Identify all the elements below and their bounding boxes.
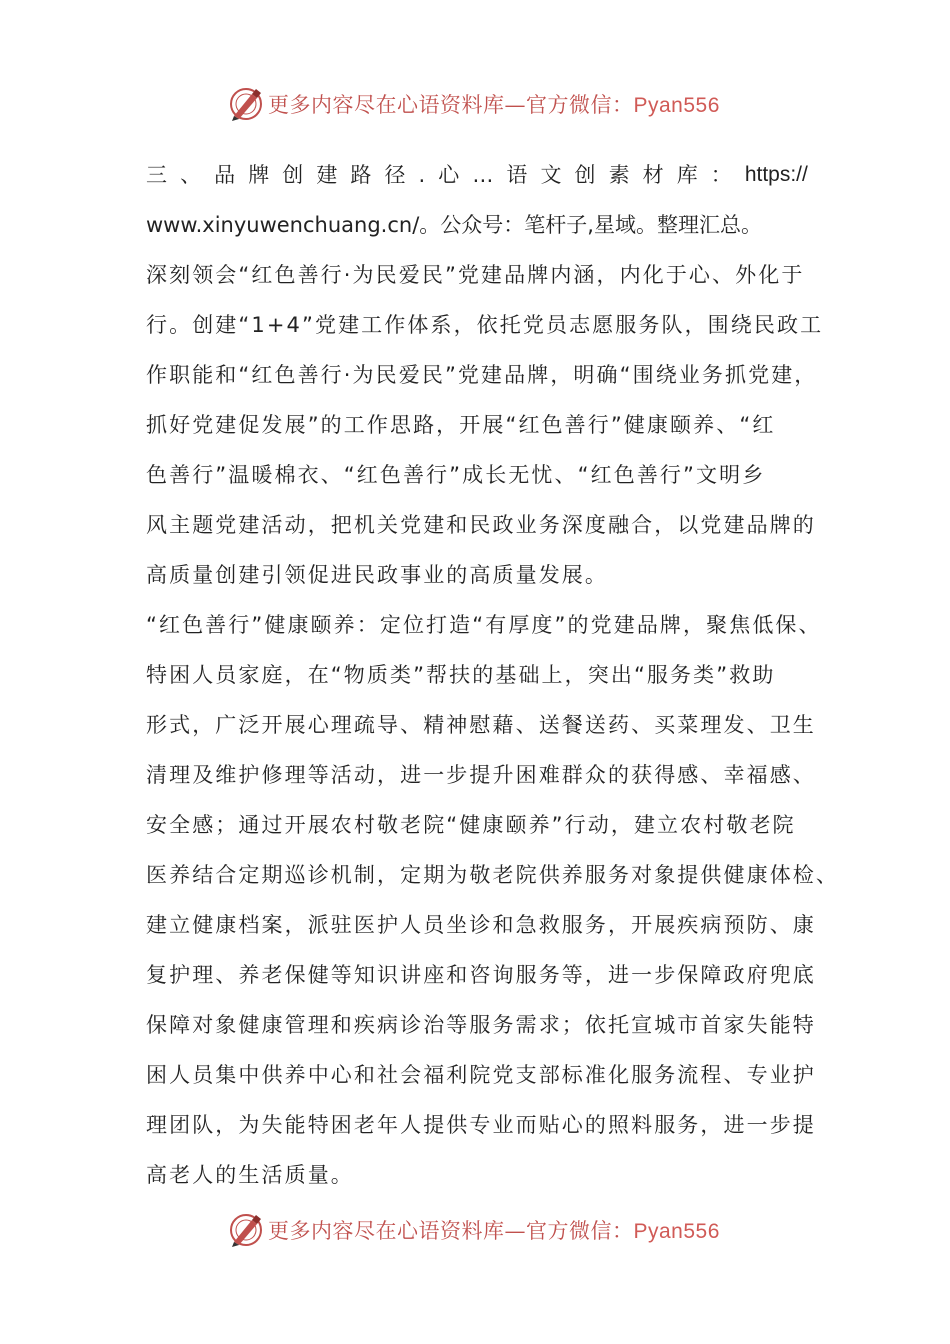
text-line: 特困人员家庭，在“物质类”帮扶的基础上，突出“服务类”救助 bbox=[146, 663, 776, 687]
wechat-id: Pyan556 bbox=[633, 1220, 720, 1243]
footer-banner bbox=[228, 1210, 720, 1250]
banner-text: 更多内容尽在心语资料库—官方微信：Pyan556 bbox=[268, 93, 720, 117]
text-line: 复护理、养老保健等知识讲座和咨询服务等，进一步保障政府兜底 bbox=[146, 963, 816, 987]
text-line: 色善行”温暖棉衣、“红色善行”成长无忧、“红色善行”文明乡 bbox=[146, 463, 766, 487]
text-line: 医养结合定期巡诊机制，定期为敬老院供养服务对象提供健康体检、 bbox=[146, 863, 839, 887]
pen-logo-icon bbox=[228, 86, 264, 122]
text-line: 作职能和“红色善行·为民爱民”党建品牌，明确“围绕业务抓党建， bbox=[146, 363, 818, 387]
text-line: 清理及维护修理等活动，进一步提升困难群众的获得感、幸福感、 bbox=[146, 763, 816, 787]
text-line: 建立健康档案，派驻医护人员坐诊和急救服务，开展疾病预防、康 bbox=[146, 913, 816, 937]
text-line: 理团队，为失能特困老年人提供专业而贴心的照料服务，进一步提 bbox=[146, 1113, 816, 1137]
text-line: 保障对象健康管理和疾病诊治等服务需求；依托宣城市首家失能特 bbox=[146, 1013, 816, 1037]
text-line: 高老人的生活质量。 bbox=[146, 1163, 354, 1187]
heading-url-start: https:// bbox=[744, 163, 808, 186]
text-line: 抓好党建促发展”的工作思路，开展“红色善行”健康颐养、“红 bbox=[146, 413, 776, 437]
document-body bbox=[146, 150, 839, 1200]
text-line: 形式，广泛开展心理疏导、精神慰藉、送餐送药、买菜理发、卫生 bbox=[146, 713, 816, 737]
banner-text: 更多内容尽在心语资料库—官方微信：Pyan556 bbox=[268, 1219, 720, 1243]
pen-logo-icon bbox=[228, 1212, 264, 1248]
wechat-id: Pyan556 bbox=[633, 94, 720, 117]
text-line: 风主题党建活动，把机关党建和民政业务深度融合，以党建品牌的 bbox=[146, 513, 816, 537]
text-line: “红色善行”健康颐养：定位打造“有厚度”的党建品牌，聚焦低保、 bbox=[146, 613, 822, 637]
text-line: 困人员集中供养中心和社会福利院党支部标准化服务流程、专业护 bbox=[146, 1063, 816, 1087]
text-line: www.xinyuwenchuang.cn/。公众号：笔杆子,星域。整理汇总。 bbox=[146, 213, 762, 237]
section-heading: 三 、 品 牌 创 建 路 径 . 心 … 语 文 创 素 材 库 ： https:// bbox=[146, 150, 808, 200]
text-line: 行。创建“1+4”党建工作体系，依托党员志愿服务队，围绕民政工 bbox=[146, 313, 824, 337]
text-line: 高质量创建引领促进民政事业的高质量发展。 bbox=[146, 563, 608, 587]
text-line: 深刻领会“红色善行·为民爱民”党建品牌内涵，内化于心、外化于 bbox=[146, 263, 805, 287]
text-line: 安全感；通过开展农村敬老院“健康颐养”行动，建立农村敬老院 bbox=[146, 813, 796, 837]
header-banner bbox=[228, 84, 720, 124]
